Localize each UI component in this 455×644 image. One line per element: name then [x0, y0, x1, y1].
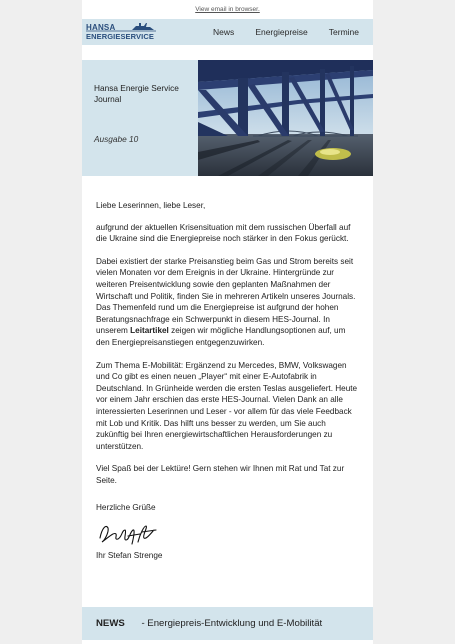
- paragraph-intro: aufgrund der aktuellen Krisensituation mit dem russischen Überfall auf die Ukraine sind die Energiepreise noch stärker in den Fokus gerückt.: [96, 222, 351, 244]
- paragraph-e-mobility: Zum Thema E-Mobilität: Ergänzend zu Mercedes, BMW, Volkswagen und Co gibt es einen neuen „Player“ mit einer E-Autofabrik in Deutschland. In Grünheide werden die ersten Teslas ausgeliefert. Heute vor einem Jahr erschien das erste HES-Journal. Vielen Dank an alle interessierten Leserinnen und Leser - vor allem für das viele Feedback mit Lob und Kritik. Das hilft uns besser zu werden, um Sie auch zukünftig bei Ihren energiewirtschaftlichen Herausforderungen zu unterstützen.: [96, 360, 358, 451]
- view-in-browser-link[interactable]: View email in browser.: [195, 6, 260, 13]
- sender-name: Ihr Stefan Strenge: [96, 551, 163, 561]
- salutation: Liebe Leserinnen, liebe Leser,: [96, 201, 206, 210]
- closing-greeting: Herzliche Grüße: [96, 503, 156, 513]
- handwritten-signature: [96, 518, 359, 548]
- leitartikel-link[interactable]: Leitartikel: [130, 326, 169, 336]
- nav-item-energiepreise[interactable]: Energiepreise: [255, 27, 308, 37]
- news-section-title: NEWS - Energiepreis-Entwicklung und E-Mobilität: [96, 618, 323, 629]
- hero-banner: [82, 60, 373, 176]
- hero-text: [82, 60, 198, 176]
- news-section-header: [82, 607, 373, 640]
- issue-number: Ausgabe 10: [94, 134, 139, 144]
- email-container: [82, 0, 373, 644]
- nav-item-news[interactable]: News: [213, 27, 235, 37]
- paragraph-energy-prices: Dabei existiert der starke Preisanstieg beim Gas und Strom bereits seit vielen Monaten vor dem Ereignis in der Ukraine. Hintergründe zur weiteren Preisentwicklung sowie den geplanten Maßnahmen der Wirtschaft und Politik, finden Sie in mehreren Artikeln unseres Journals. Das Themenfeld rund um die Energiepreise ist aufgrund der hohen Beratungsnachfrage ein Schwerpunkt in diesem HES-Journal. In unserem Leitartikel zeigen wir mögliche Handlungsoptionen auf, um den Energiepreisanstiegen entgegenzuwirken.: [96, 256, 356, 347]
- letter-body: [82, 200, 373, 562]
- header-nav: [82, 19, 373, 45]
- bridge-photo: [198, 60, 373, 176]
- logo-line-2: ENERGIESERVICE: [86, 32, 154, 41]
- paragraph-closing: Viel Spaß bei der Lektüre! Gern stehen wir Ihnen mit Rat und Tat zur Seite.: [96, 464, 345, 485]
- hansa-logo[interactable]: [86, 19, 158, 45]
- journal-title: Hansa Energie Service Journal: [94, 83, 179, 104]
- nav-item-termine[interactable]: Termine: [328, 27, 359, 37]
- logo-line-1: HANSA: [86, 23, 116, 32]
- preheader: [82, 0, 373, 19]
- nav-menu: [158, 27, 373, 37]
